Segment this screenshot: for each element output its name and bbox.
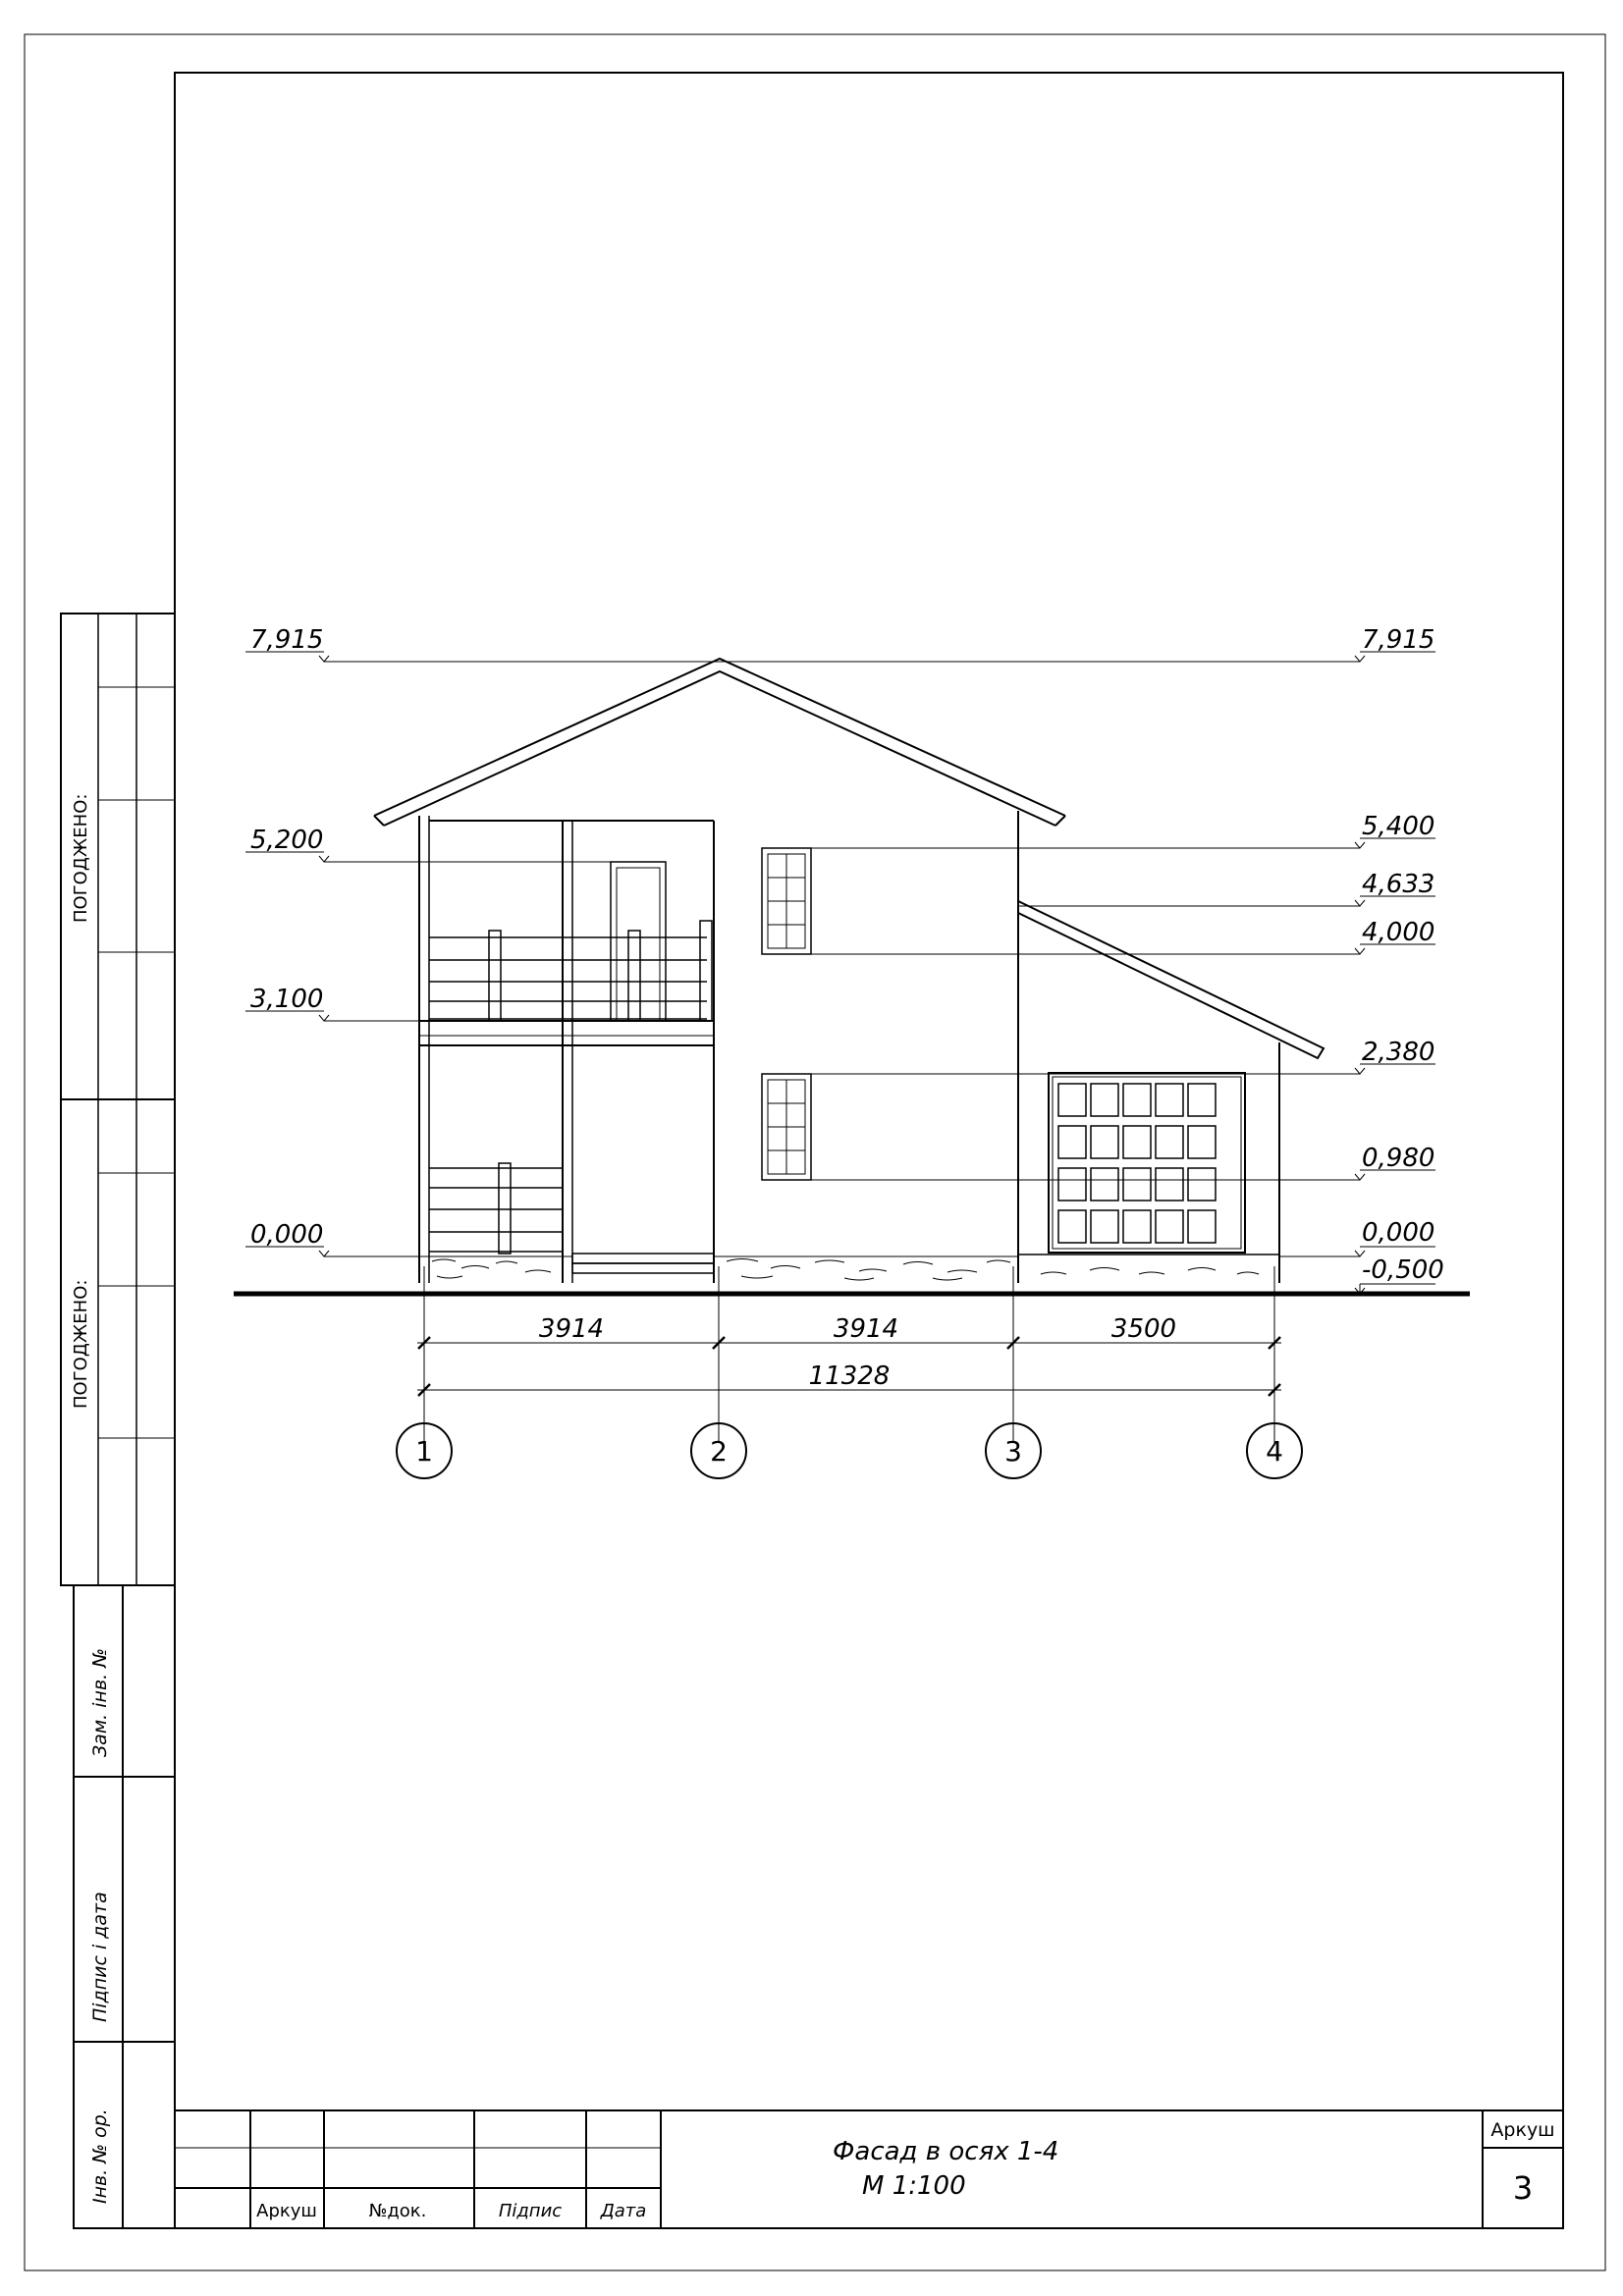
elev-right-7915: 7,915 bbox=[1362, 625, 1435, 655]
elev-right-5400: 5,400 bbox=[1362, 812, 1435, 841]
facade-elevation bbox=[234, 659, 1470, 1294]
col-sheet-label: Аркуш bbox=[256, 2201, 317, 2221]
axis-label-1: 1 bbox=[415, 1435, 433, 1468]
elevation-leaders bbox=[245, 652, 1435, 1294]
axis-label-2: 2 bbox=[710, 1435, 728, 1468]
axis-markers bbox=[397, 1423, 1302, 1478]
elev-right-0980: 0,980 bbox=[1362, 1144, 1435, 1173]
upper-railing bbox=[429, 921, 712, 1021]
elev-left-0000: 0,000 bbox=[250, 1220, 324, 1250]
dim-total: 11328 bbox=[808, 1362, 891, 1391]
dim-axis-3-4: 3500 bbox=[1110, 1314, 1177, 1344]
drawing-scale: М 1:100 bbox=[862, 2171, 966, 2201]
drawing-title: Фасад в осях 1-4 bbox=[833, 2137, 1059, 2166]
axis-label-4: 4 bbox=[1266, 1435, 1283, 1468]
col-doc-label: №док. bbox=[368, 2201, 427, 2221]
col-sign-label: Підпис bbox=[498, 2201, 563, 2221]
sheet-label: Аркуш bbox=[1490, 2119, 1555, 2141]
stone-plinth bbox=[419, 1255, 1279, 1280]
upper-window bbox=[762, 848, 811, 954]
elev-right-2380: 2,380 bbox=[1362, 1038, 1435, 1067]
elev-right-ground: -0,500 bbox=[1362, 1255, 1444, 1285]
dim-axis-2-3: 3914 bbox=[833, 1314, 899, 1344]
sign-date-label: Підпис і дата bbox=[89, 1892, 111, 2022]
lower-railing bbox=[429, 1163, 563, 1254]
drawing-frame bbox=[175, 73, 1563, 2228]
approved-label-1: ПОГОДЖЕНО: bbox=[71, 793, 91, 923]
elev-right-0000: 0,000 bbox=[1362, 1218, 1435, 1248]
elev-right-4000: 4,000 bbox=[1362, 918, 1435, 947]
replace-inv-label: Зам. інв. № bbox=[89, 1648, 111, 1757]
main-roof bbox=[374, 659, 1065, 816]
elev-left-3100: 3,100 bbox=[250, 985, 324, 1014]
dim-axis-1-2: 3914 bbox=[538, 1314, 605, 1344]
axis-label-3: 3 bbox=[1004, 1435, 1022, 1468]
elev-left-5200: 5,200 bbox=[250, 826, 324, 855]
col-date-label: Дата bbox=[600, 2201, 647, 2221]
sheet-number: 3 bbox=[1512, 2169, 1534, 2207]
approval-stamp bbox=[61, 614, 175, 1585]
lower-window bbox=[762, 1074, 811, 1180]
elev-left-7915: 7,915 bbox=[250, 625, 324, 655]
balcony-door bbox=[611, 862, 666, 1021]
garage-door-panels bbox=[1058, 1084, 1216, 1243]
inv-orig-label: Інв. № ор. bbox=[89, 2109, 111, 2204]
garage-roof bbox=[1018, 901, 1324, 1058]
approved-label-2: ПОГОДЖЕНО: bbox=[71, 1279, 91, 1409]
elev-right-4633: 4,633 bbox=[1362, 870, 1435, 899]
